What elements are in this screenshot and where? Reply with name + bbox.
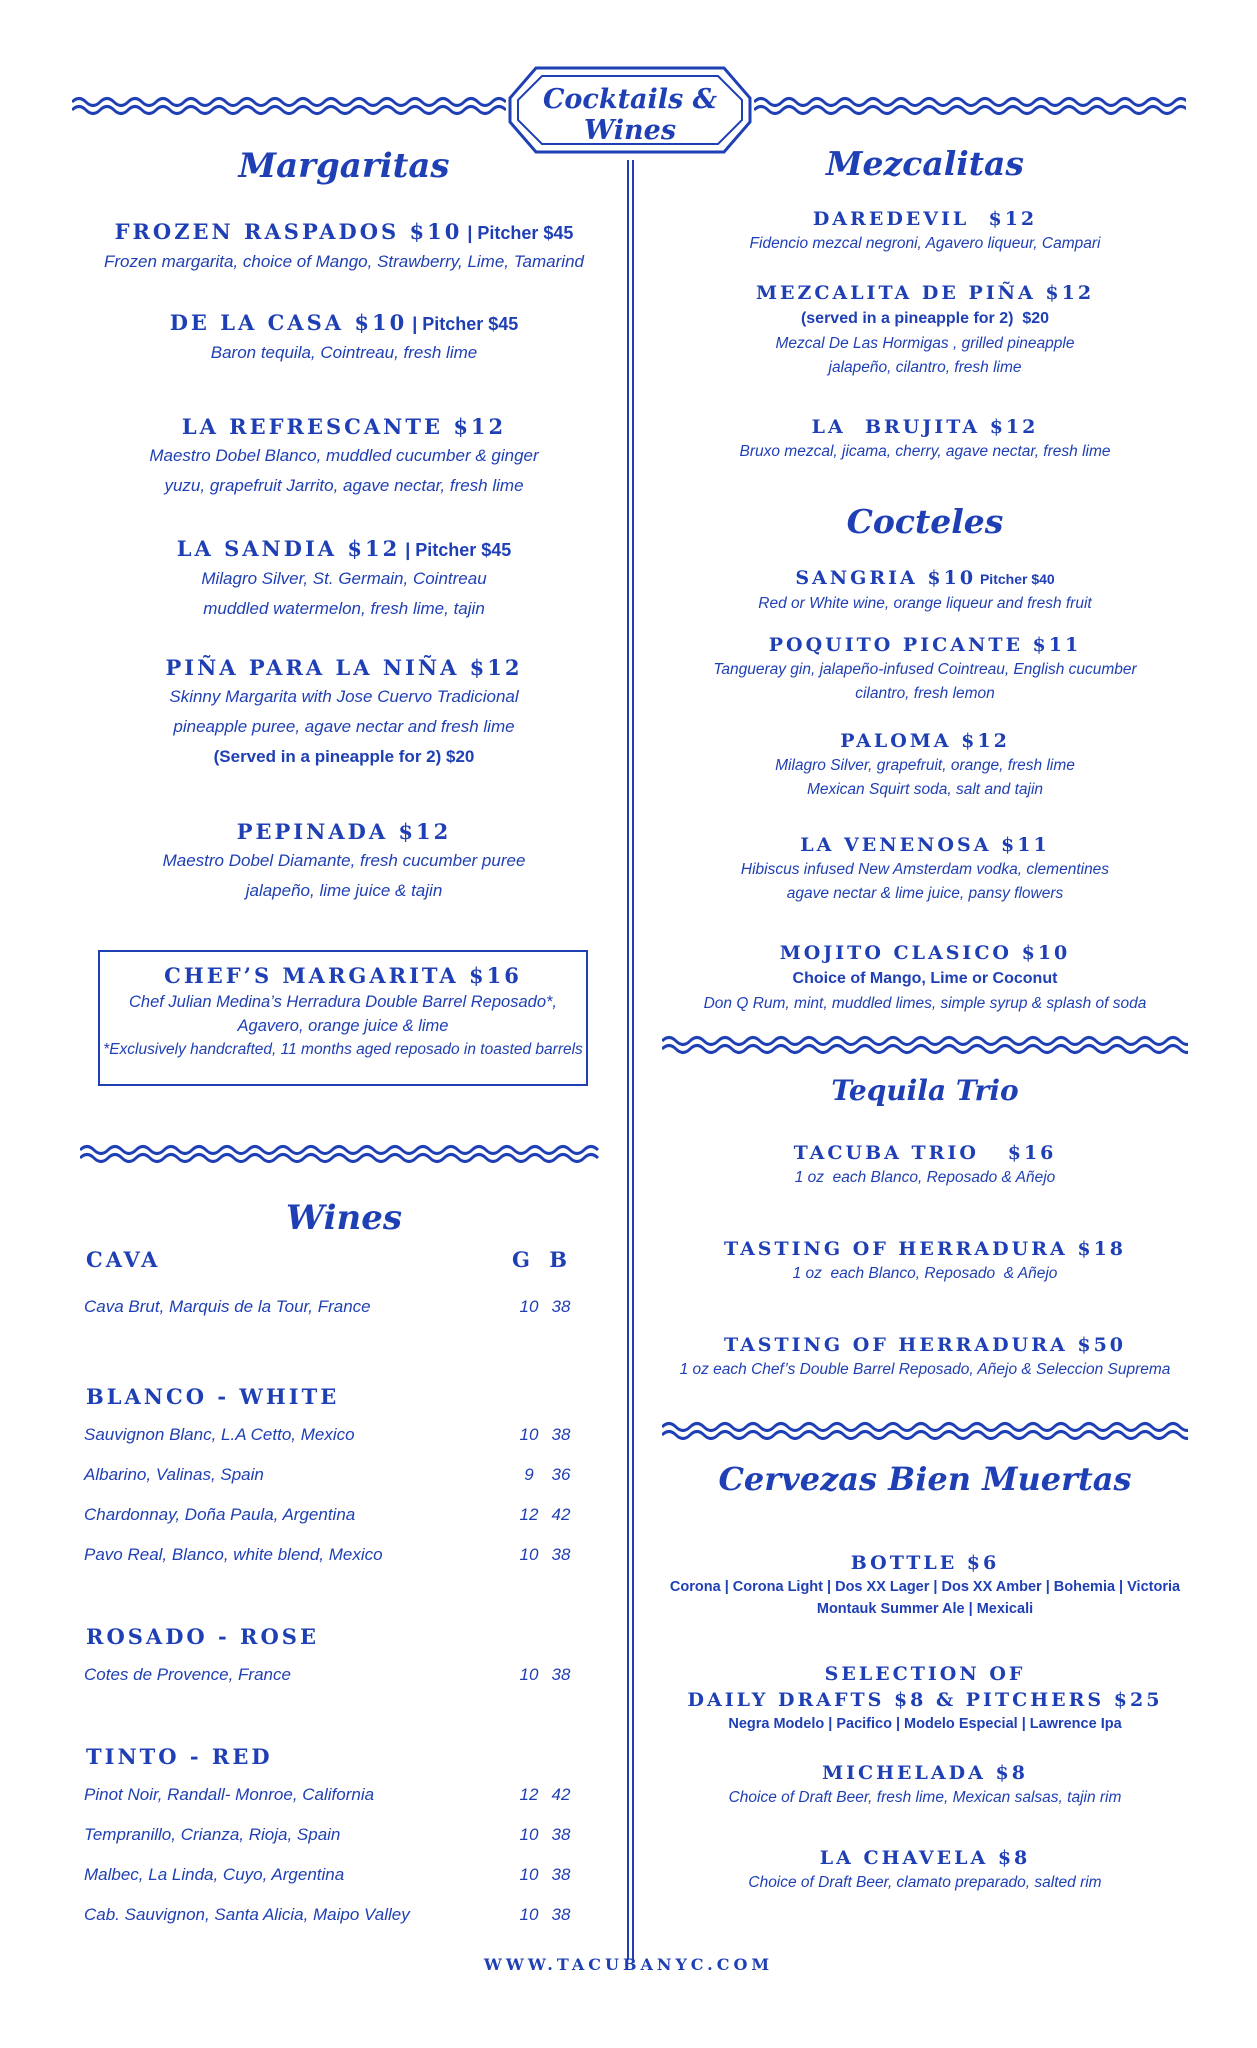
wine-name: Pinot Noir, Randall- Monroe, California xyxy=(84,1785,375,1804)
item-description: Chef Julian Medina’s Herradura Double Barrel Reposado*, xyxy=(128,993,558,1011)
wine-row xyxy=(84,1825,571,1855)
item-description: Choice of Draft Beer, fresh lime, Mexican salsas, tajin rim xyxy=(728,1789,1122,1806)
item-description: Bruxo mezcal, jicama, cherry, agave nectar, fresh lime xyxy=(739,443,1111,460)
menu-item-tacuba-trio xyxy=(660,1140,1190,1190)
menu-item-bottle xyxy=(660,1550,1190,1620)
glass-price: 10 xyxy=(519,1297,539,1316)
item-footnote: *Exclusively handcrafted, 11 months aged reposado in toasted barrels xyxy=(103,1041,583,1058)
menu-item-la-brujita xyxy=(660,414,1190,464)
item-name: DAILY DRAFTS $8 & PITCHERS $25 xyxy=(687,1689,1163,1711)
item-note: (served in a pineapple for 2) $20 xyxy=(800,310,1050,327)
item-name: LA REFRESCANTE $12 xyxy=(181,414,507,439)
item-name: TASTING OF HERRADURA $50 xyxy=(723,1334,1127,1356)
menu-item-frozen-raspados xyxy=(86,218,602,277)
header-wave-left xyxy=(72,94,506,116)
item-name: DAREDEVIL $12 xyxy=(812,208,1038,230)
mezcalitas-heading: Mezcalitas xyxy=(825,144,1025,183)
wine-category-cava: CAVA xyxy=(86,1247,161,1272)
item-name: LA VENENOSA $11 xyxy=(800,834,1050,856)
item-description: Baron tequila, Cointreau, fresh lime xyxy=(210,343,478,362)
menu-item-tasting-herradura-50 xyxy=(660,1332,1190,1382)
wines-heading: Wines xyxy=(286,1198,402,1238)
item-description: Don Q Rum, mint, muddled limes, simple syrup & splash of soda xyxy=(703,995,1147,1012)
menu-item-paloma xyxy=(660,728,1190,802)
cervezas-heading: Cervezas Bien Muertas xyxy=(718,1460,1132,1498)
wine-row xyxy=(84,1785,571,1815)
wine-row xyxy=(84,1865,571,1895)
item-note: Choice of Mango, Lime or Coconut xyxy=(792,970,1058,987)
wine-row xyxy=(84,1505,571,1535)
item-name: TACUBA TRIO $16 xyxy=(793,1142,1057,1164)
bottle-column-header: B xyxy=(549,1247,573,1272)
menu-item-mezcalita-de-pina xyxy=(660,280,1190,380)
item-name: TASTING OF HERRADURA $18 xyxy=(723,1238,1127,1260)
item-description: Frozen margarita, choice of Mango, Strawberry, Lime, Tamarind xyxy=(104,252,584,271)
divider-wave-right-2 xyxy=(662,1419,1188,1441)
glass-price: 10 xyxy=(519,1425,539,1444)
item-description: pineapple puree, agave nectar and fresh lime xyxy=(173,717,515,736)
item-description: muddled watermelon, fresh lime, tajin xyxy=(203,599,485,618)
glass-price: 10 xyxy=(519,1865,539,1884)
item-description: Fidencio mezcal negroni, Agavero liqueur, Campari xyxy=(749,235,1101,252)
pitcher-price: | Pitcher $45 xyxy=(462,223,574,243)
menu-item-poquito-picante xyxy=(660,632,1190,706)
item-description: Mezcal De Las Hormigas , grilled pineapple xyxy=(775,335,1075,352)
item-description: Hibiscus infused New Amsterdam vodka, clementines xyxy=(740,861,1110,878)
glass-column-header: G xyxy=(512,1247,536,1272)
item-description: Choice of Draft Beer, clamato preparado, salted rim xyxy=(748,1874,1102,1891)
bottle-price: 38 xyxy=(551,1665,571,1684)
wine-name: Chardonnay, Doña Paula, Argentina xyxy=(84,1505,356,1524)
glass-price: 12 xyxy=(519,1505,539,1524)
item-name: LA BRUJITA $12 xyxy=(811,416,1039,438)
wine-name: Cab. Sauvignon, Santa Alicia, Maipo Valley xyxy=(84,1905,410,1924)
item-name: BOTTLE $6 xyxy=(850,1552,1000,1574)
cocteles-heading: Cocteles xyxy=(846,502,1004,541)
margaritas-heading: Margaritas xyxy=(238,146,450,186)
glass-price: 10 xyxy=(519,1825,539,1844)
bottle-price: 38 xyxy=(551,1825,571,1844)
chefs-margarita-box xyxy=(98,950,588,1086)
menu-item-mojito-clasico xyxy=(660,940,1190,1016)
header-wave-right xyxy=(754,94,1186,116)
website-url[interactable]: WWW.TACUBANYC.COM xyxy=(483,1955,774,1974)
menu-item-pina-para-la-nina xyxy=(86,654,602,772)
glass-price: 10 xyxy=(519,1545,539,1564)
item-name: PIÑA PARA LA NIÑA $12 xyxy=(165,655,523,680)
beer-list: Negra Modelo | Pacifico | Modelo Especial | Lawrence Ipa xyxy=(728,1716,1122,1732)
item-name: PEPINADA $12 xyxy=(236,819,452,844)
bottle-price: 42 xyxy=(551,1785,571,1804)
item-name: LA CHAVELA $8 xyxy=(819,1847,1031,1869)
bottle-price: 38 xyxy=(551,1425,571,1444)
wine-category-tinto: TINTO - RED xyxy=(86,1744,273,1769)
bottle-price: 38 xyxy=(551,1297,571,1316)
wine-category-rosado: ROSADO - ROSE xyxy=(86,1624,319,1649)
item-name: CHEF’S MARGARITA $16 xyxy=(164,963,522,988)
center-divider xyxy=(627,160,634,1960)
wine-name: Cava Brut, Marquis de la Tour, France xyxy=(84,1297,371,1316)
item-name: PALOMA $12 xyxy=(840,730,1010,752)
item-description: jalapeño, cilantro, fresh lime xyxy=(828,359,1022,376)
menu-item-daredevil xyxy=(660,206,1190,256)
item-name: SELECTION OF xyxy=(824,1663,1026,1685)
pitcher-price: Pitcher $40 xyxy=(976,571,1055,587)
wine-row xyxy=(84,1905,571,1935)
item-name: MOJITO CLASICO $10 xyxy=(779,942,1071,964)
item-description: Tangueray gin, jalapeño-infused Cointreau, English cucumber xyxy=(713,661,1137,678)
item-description: Maestro Dobel Blanco, muddled cucumber & ginger xyxy=(149,446,539,465)
menu-item-sangria xyxy=(660,565,1190,616)
glass-price: 10 xyxy=(519,1905,539,1924)
item-name: POQUITO PICANTE $11 xyxy=(768,634,1082,656)
item-description: agave nectar & lime juice, pansy flowers xyxy=(786,885,1064,902)
bottle-price: 38 xyxy=(551,1865,571,1884)
item-description: Red or White wine, orange liqueur and fresh fruit xyxy=(758,595,1092,612)
bottle-price: 36 xyxy=(551,1465,571,1484)
tequila-trio-heading: Tequila Trio xyxy=(831,1074,1019,1107)
glass-price: 12 xyxy=(519,1785,539,1804)
glass-price: 9 xyxy=(524,1465,534,1484)
wine-column-headers xyxy=(512,1247,573,1272)
wine-name: Pavo Real, Blanco, white blend, Mexico xyxy=(84,1545,383,1564)
menu-item-michelada xyxy=(660,1760,1190,1810)
item-description: cilantro, fresh lemon xyxy=(855,685,995,702)
item-name: SANGRIA $10 xyxy=(795,567,977,589)
item-description: Skinny Margarita with Jose Cuervo Tradicional xyxy=(169,687,519,706)
pitcher-price: | Pitcher $45 xyxy=(407,314,519,334)
divider-wave-right-1 xyxy=(662,1033,1188,1055)
item-name: DE LA CASA $10 xyxy=(169,310,408,335)
menu-item-la-venenosa xyxy=(660,832,1190,906)
item-description: 1 oz each Blanco, Reposado & Añejo xyxy=(794,1169,1056,1186)
bottle-price: 38 xyxy=(551,1905,571,1924)
item-name: MICHELADA $8 xyxy=(822,1762,1028,1784)
item-description: Maestro Dobel Diamante, fresh cucumber puree xyxy=(162,851,526,870)
item-name: FROZEN RASPADOS $10 xyxy=(114,219,463,244)
wine-name: Malbec, La Linda, Cuyo, Argentina xyxy=(84,1865,345,1884)
item-description: 1 oz each Chef’s Double Barrel Reposado, Añejo & Seleccion Suprema xyxy=(679,1361,1171,1378)
item-description: 1 oz each Blanco, Reposado & Añejo xyxy=(792,1265,1058,1282)
wine-name: Sauvignon Blanc, L.A Cetto, Mexico xyxy=(84,1425,355,1444)
item-description: yuzu, grapefruit Jarrito, agave nectar, fresh lime xyxy=(164,476,524,495)
menu-item-daily-drafts xyxy=(660,1661,1190,1735)
menu-item-la-sandia xyxy=(86,535,602,624)
menu-item-tasting-herradura-18 xyxy=(660,1236,1190,1286)
menu-item-la-chavela xyxy=(660,1845,1190,1895)
beer-list: Montauk Summer Ale | Mexicali xyxy=(816,1601,1034,1617)
item-description: Agavero, orange juice & lime xyxy=(237,1017,449,1035)
menu-item-pepinada xyxy=(86,818,602,906)
wine-name: Albarino, Valinas, Spain xyxy=(84,1465,264,1484)
beer-list: Corona | Corona Light | Dos XX Lager | Dos XX Amber | Bohemia | Victoria xyxy=(669,1579,1181,1595)
wine-row xyxy=(84,1297,571,1327)
item-description: Mexican Squirt soda, salt and tajin xyxy=(806,781,1044,798)
wine-name: Tempranillo, Crianza, Rioja, Spain xyxy=(84,1825,341,1844)
item-description: Milagro Silver, St. Germain, Cointreau xyxy=(201,569,487,588)
menu-item-de-la-casa xyxy=(86,309,602,368)
item-description: Milagro Silver, grapefruit, orange, fresh lime xyxy=(775,757,1075,774)
menu-item-la-refrescante xyxy=(86,413,602,501)
wine-category-blanco: BLANCO - WHITE xyxy=(86,1384,340,1409)
item-description: jalapeño, lime juice & tajin xyxy=(245,881,443,900)
glass-price: 10 xyxy=(519,1665,539,1684)
wine-row xyxy=(84,1465,571,1495)
pitcher-price: | Pitcher $45 xyxy=(400,540,512,560)
wine-row xyxy=(84,1665,571,1695)
item-name: MEZCALITA DE PIÑA $12 xyxy=(755,282,1095,304)
bottle-price: 38 xyxy=(551,1545,571,1564)
wine-row xyxy=(84,1545,571,1575)
wine-row xyxy=(84,1425,571,1455)
header-title: Cocktails & Wines xyxy=(542,84,718,146)
bottle-price: 42 xyxy=(551,1505,571,1524)
wine-name: Cotes de Provence, France xyxy=(84,1665,291,1684)
item-name: LA SANDIA $12 xyxy=(176,536,401,561)
divider-wave-left xyxy=(80,1142,600,1164)
item-note: (Served in a pineapple for 2) $20 xyxy=(213,747,475,766)
